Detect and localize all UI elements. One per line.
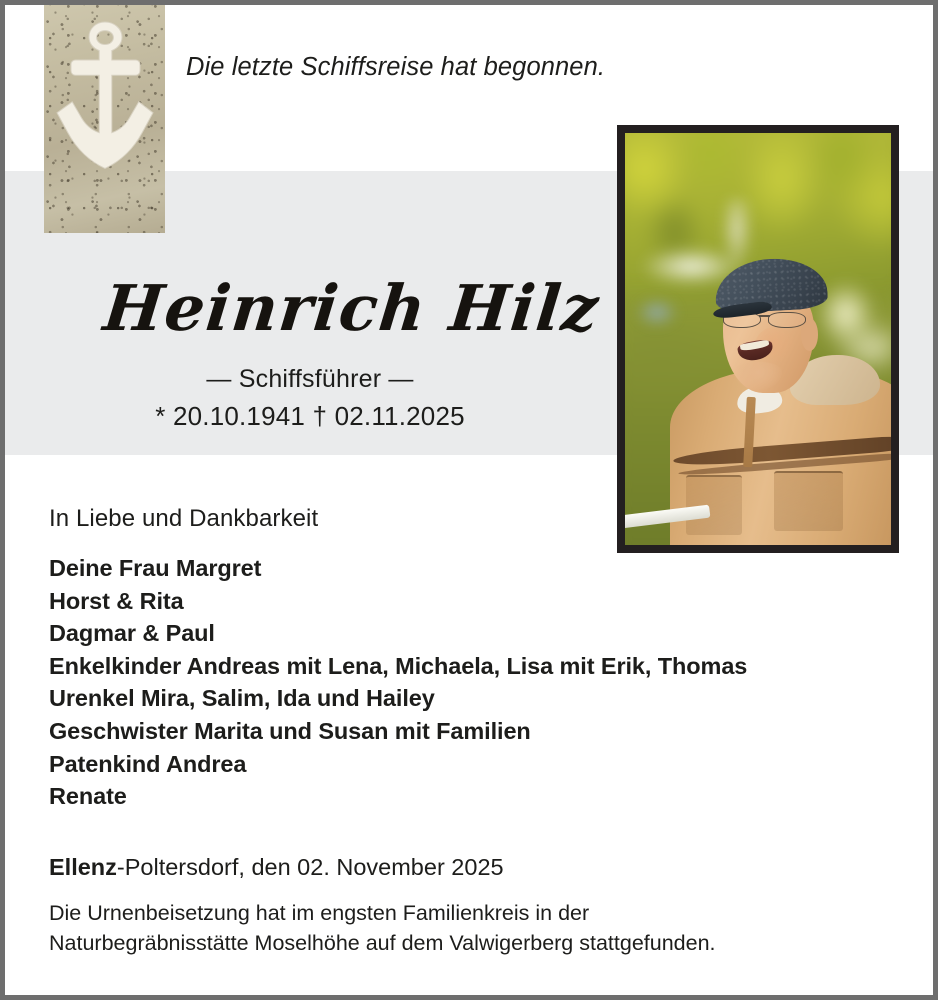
funeral-note [49,898,879,958]
portrait-image-content [625,133,891,545]
list-item: Dagmar & Paul [49,620,215,647]
town-name: Ellenz [49,854,117,880]
intro-text: In Liebe und Dankbarkeit [49,505,319,532]
anchor-icon [53,16,157,192]
funeral-note-line2: Naturbegräbnisstätte Moselhöhe auf dem Valwigerberg stattgefunden. [49,931,716,955]
headline-text: Die letzte Schiffsreise hat begonnen. [186,53,606,81]
deceased-dates: * 20.10.1941 † 02.11.2025 [155,401,465,431]
list-item: Urenkel Mira, Salim, Ida und Hailey [49,685,435,712]
glasses-lens-right [768,312,805,328]
place-date-rest: -Poltersdorf, den 02. November 2025 [116,854,504,880]
funeral-note-line1: Die Urnenbeisetzung hat im engsten Familienkreis in der [49,901,590,925]
list-item: Horst & Rita [49,587,184,614]
anchor-decoration-photo [44,0,165,233]
deceased-role: — Schiffsführer — [206,365,414,393]
list-item: Enkelkinder Andreas mit Lena, Michaela, Lisa mit Erik, Thomas [49,652,748,679]
list-item: Renate [49,783,127,810]
list-item: Patenkind Andrea [49,750,247,777]
jacket-pocket-right [774,471,843,531]
list-item: Deine Frau Margret [49,555,262,581]
portrait-photo [617,125,899,553]
deceased-name: Heinrich Hilz [100,271,604,345]
man-figure [625,133,891,545]
jacket-pocket-left [686,475,742,535]
place-and-date [49,854,504,881]
mourners-list [49,552,747,813]
list-item: Geschwister Marita und Susan mit Familien [49,717,531,744]
